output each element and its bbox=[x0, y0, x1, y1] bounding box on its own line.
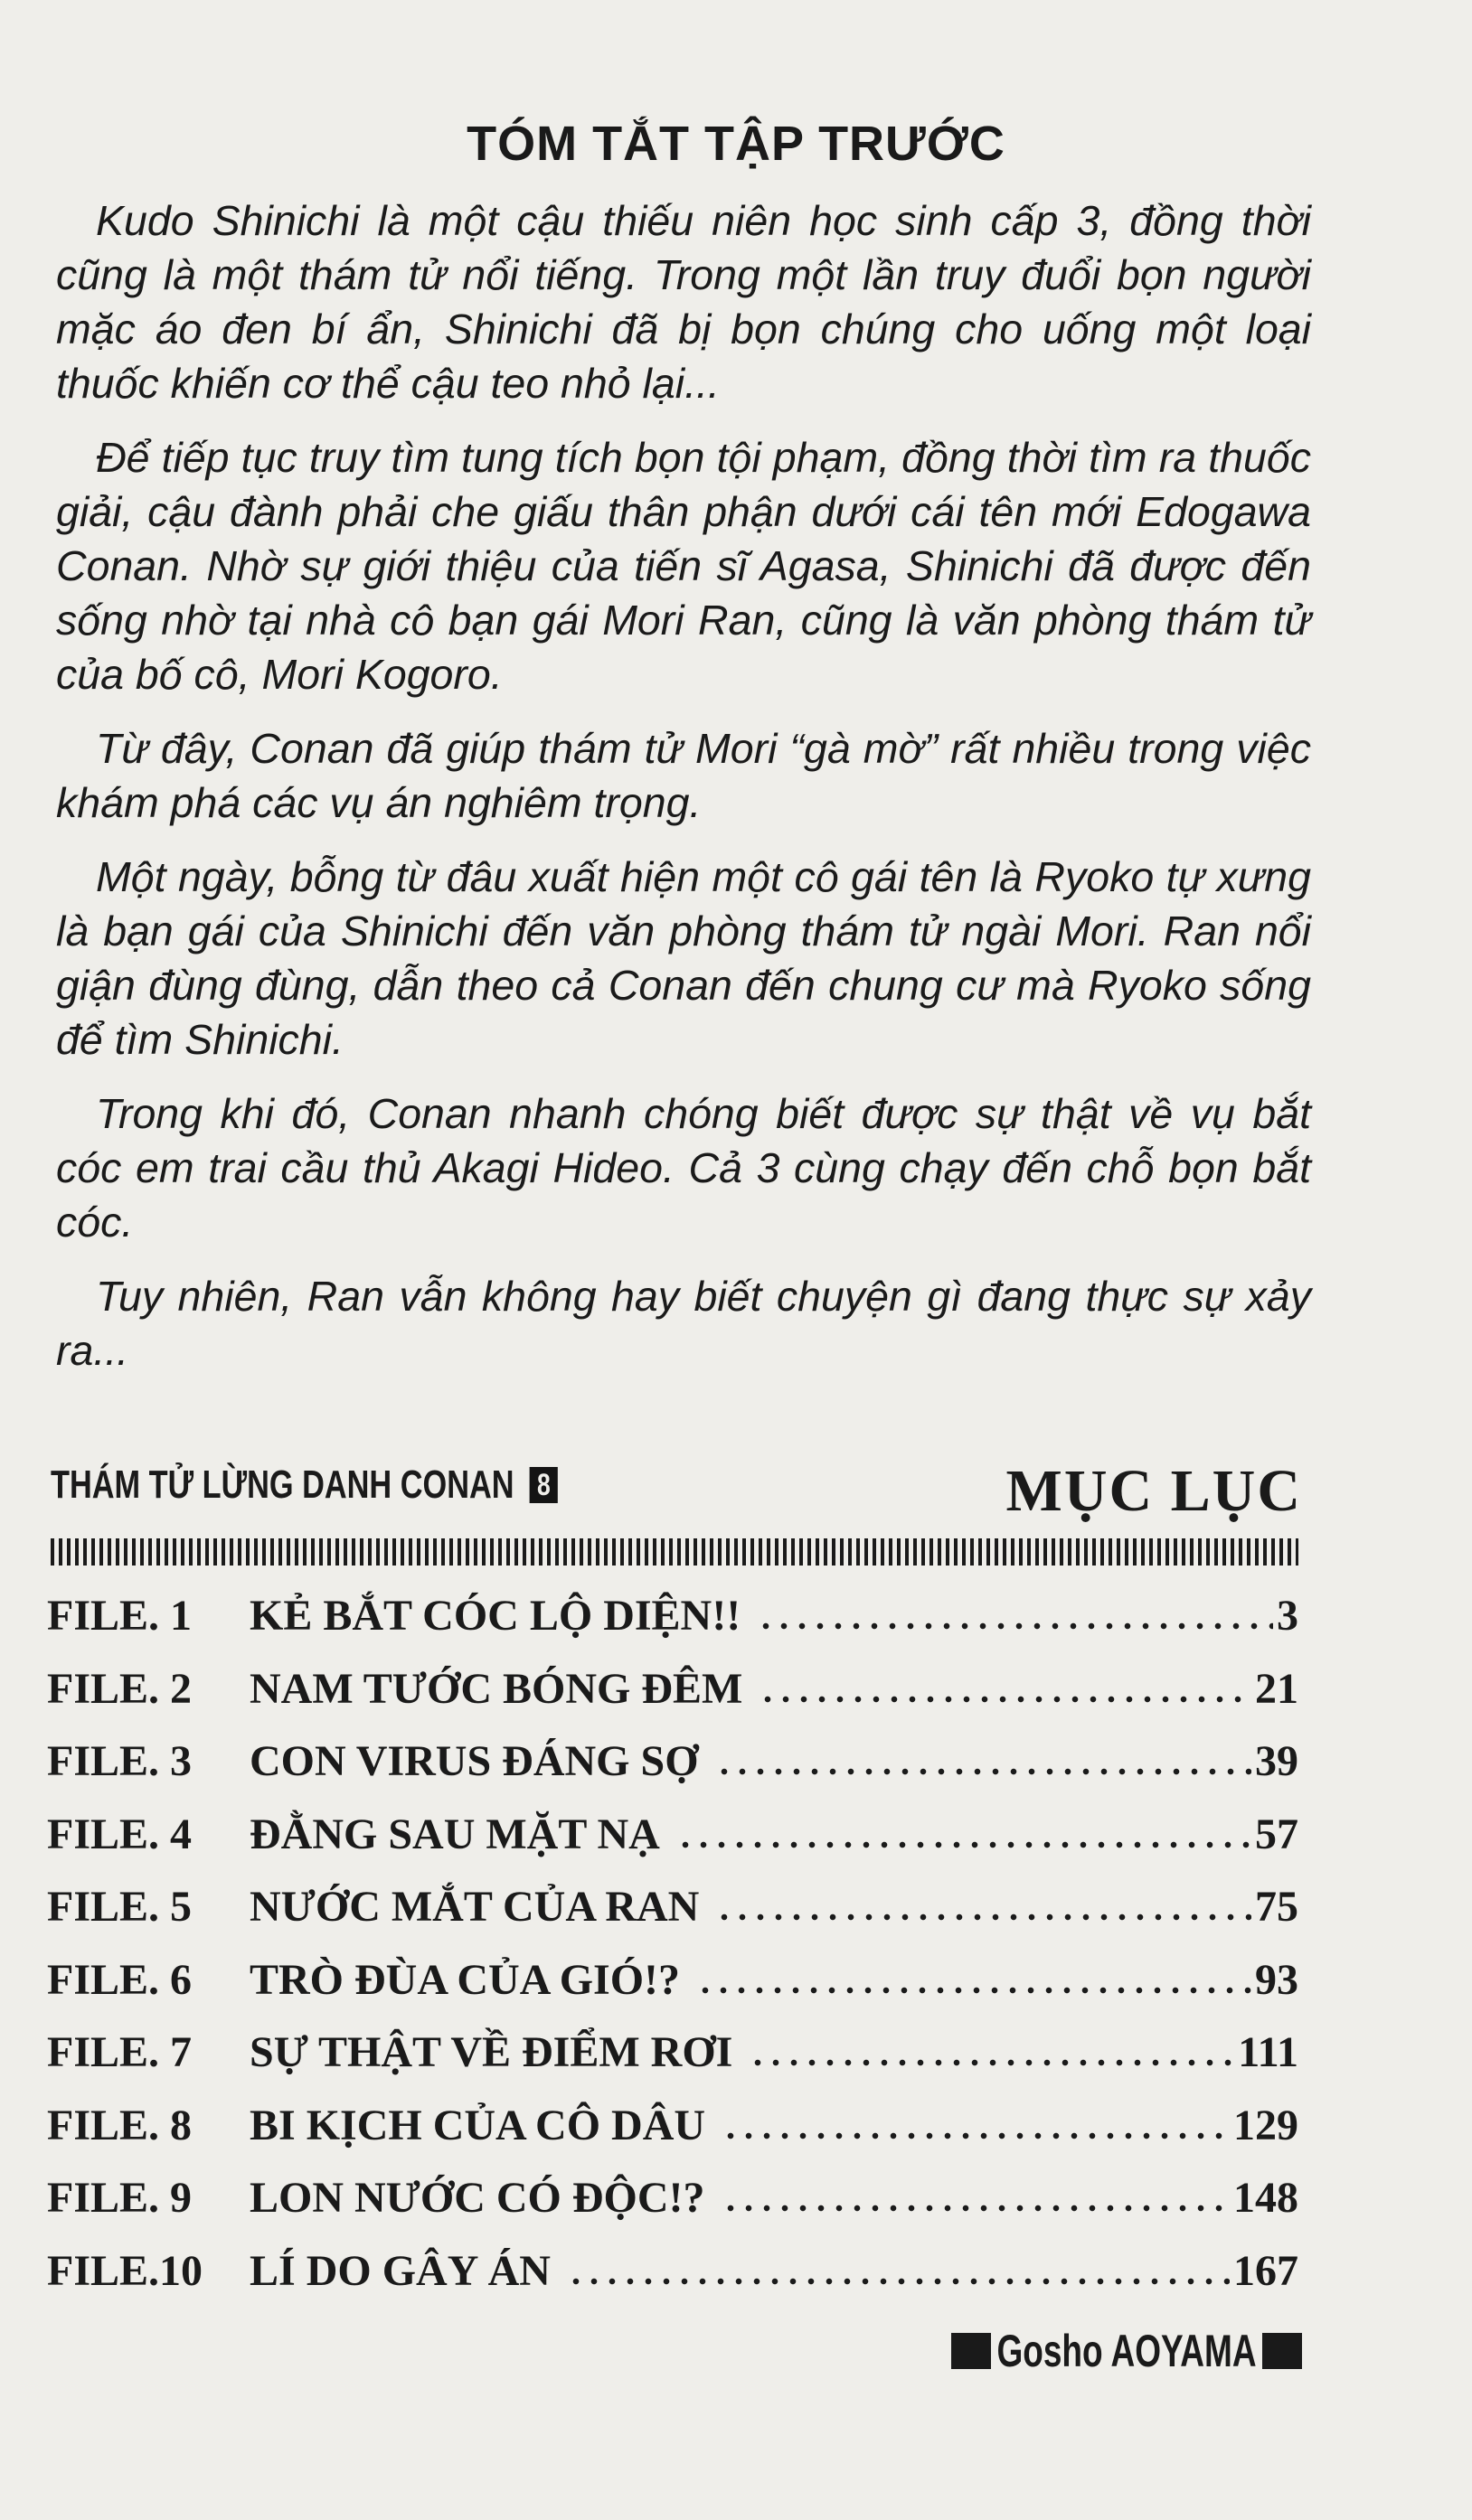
series-title bbox=[51, 1462, 558, 1508]
toc-page-number: 167 bbox=[1233, 2246, 1298, 2295]
dot-leader bbox=[722, 2204, 1230, 2213]
summary-title: TÓM TẮT TẬP TRƯỚC bbox=[467, 117, 1005, 171]
toc-chapter-title: KẺ BẮT CÓC LỘ DIỆN!! bbox=[250, 1592, 741, 1640]
author-left-block bbox=[951, 2333, 991, 2369]
volume-badge: 8 bbox=[530, 1467, 558, 1503]
summary-paragraph: Tuy nhiên, Ran vẫn không hay biết chuyện gì đang thực sự xảy ra... bbox=[56, 1273, 1311, 1374]
toc-file-number: FILE. 5 bbox=[47, 1883, 193, 1931]
dot-leader bbox=[757, 1622, 1273, 1631]
author-name: Gosho AOYAMA bbox=[996, 2326, 1257, 2376]
toc-chapter-title: LON NƯỚC CÓ ĐỘC!? bbox=[250, 2174, 705, 2222]
toc-page-number: 129 bbox=[1233, 2101, 1298, 2149]
toc-entry bbox=[47, 2162, 1298, 2235]
toc-entry bbox=[47, 1871, 1298, 1944]
toc-chapter-title: NAM TƯỚC BÓNG ĐÊM bbox=[250, 1664, 743, 1713]
toc-chapter-title: ĐẰNG SAU MẶT NẠ bbox=[250, 1810, 660, 1858]
toc-chapter-title: TRÒ ĐÙA CỦA GIÓ!? bbox=[250, 1955, 681, 2004]
table-of-contents bbox=[47, 1580, 1298, 2308]
dot-leader bbox=[749, 2058, 1234, 2067]
toc-entry bbox=[47, 1725, 1298, 1799]
summary-paragraph: Từ đây, Conan đã giúp thám tử Mori “gà mờ” rất nhiều trong việc khám phá các vụ án nghiêm trọng. bbox=[56, 725, 1311, 826]
toc-chapter-title: BI KỊCH CỦA CÔ DÂU bbox=[250, 2101, 706, 2149]
toc-chapter-title: SỰ THẬT VỀ ĐIỂM RƠI bbox=[250, 2028, 733, 2076]
summary-paragraph: Để tiếp tục truy tìm tung tích bọn tội phạm, đồng thời tìm ra thuốc giải, cậu đành phải che giấu thân phận dưới cái tên mới Edogawa Conan. Nhờ sự giới thiệu của tiến sĩ Agasa, Shinichi đã được đến sống nhờ tại nhà cô bạn gái Mori Ran, cũng là văn phòng thám tử của bố cô, Mori Kogoro. bbox=[56, 434, 1311, 698]
toc-heading: MỤC LỤC bbox=[1005, 1458, 1302, 1524]
toc-page-number: 111 bbox=[1238, 2028, 1298, 2076]
toc-chapter-title: LÍ DO GÂY ÁN bbox=[250, 2246, 551, 2295]
toc-page-number: 3 bbox=[1277, 1592, 1298, 1640]
summary-paragraph: Một ngày, bỗng từ đâu xuất hiện một cô gái tên là Ryoko tự xưng là bạn gái của Shinichi đến văn phòng thám tử ngài Mori. Ran nổi giận đùng đùng, dẫn theo cả Conan đến chung cư mà Ryoko sống để tìm Shinichi. bbox=[56, 853, 1311, 1063]
author-right-block bbox=[1262, 2333, 1302, 2369]
toc-page-number: 57 bbox=[1255, 1810, 1298, 1858]
toc-file-number: FILE. 1 bbox=[47, 1592, 193, 1640]
dot-leader bbox=[567, 2277, 1230, 2286]
toc-chapter-title: CON VIRUS ĐÁNG SỢ bbox=[250, 1737, 699, 1785]
toc-file-number: FILE. 4 bbox=[47, 1810, 193, 1858]
toc-entry bbox=[47, 2017, 1298, 2090]
barcode-divider bbox=[51, 1538, 1298, 1566]
summary-text bbox=[56, 193, 1311, 1397]
toc-file-number: FILE. 8 bbox=[47, 2101, 193, 2149]
author-credit bbox=[951, 2325, 1302, 2377]
toc-file-number: FILE. 7 bbox=[47, 2028, 193, 2076]
toc-file-number: FILE. 9 bbox=[47, 2174, 193, 2222]
toc-entry bbox=[47, 2090, 1298, 2163]
toc-entry bbox=[47, 1799, 1298, 1872]
toc-file-number: FILE.10 bbox=[47, 2246, 203, 2295]
dot-leader bbox=[676, 1840, 1251, 1849]
summary-paragraph: Trong khi đó, Conan nhanh chóng biết được sự thật về vụ bắt cóc em trai cầu thủ Akagi Hideo. Cả 3 cùng chạy đến chỗ bọn bắt cóc. bbox=[56, 1090, 1311, 1246]
toc-file-number: FILE. 6 bbox=[47, 1955, 193, 2004]
toc-page-number: 148 bbox=[1233, 2174, 1298, 2222]
toc-page-number: 75 bbox=[1255, 1883, 1298, 1931]
dot-leader bbox=[722, 2131, 1230, 2140]
toc-page-number: 39 bbox=[1255, 1737, 1298, 1785]
dot-leader bbox=[696, 1986, 1251, 1995]
toc-page-number: 21 bbox=[1255, 1664, 1298, 1713]
toc-file-number: FILE. 3 bbox=[47, 1737, 193, 1785]
toc-entry bbox=[47, 1580, 1298, 1653]
toc-file-number: FILE. 2 bbox=[47, 1664, 193, 1713]
toc-page-number: 93 bbox=[1255, 1955, 1298, 2004]
toc-entry bbox=[47, 2235, 1298, 2308]
toc-entry bbox=[47, 1944, 1298, 2017]
toc-entry bbox=[47, 1653, 1298, 1726]
series-title-text: THÁM TỬ LỪNG DANH CONAN bbox=[51, 1462, 514, 1507]
toc-chapter-title: NƯỚC MẮT CỦA RAN bbox=[250, 1883, 700, 1931]
dot-leader bbox=[715, 1767, 1251, 1776]
dot-leader bbox=[759, 1695, 1251, 1704]
dot-leader bbox=[715, 1913, 1251, 1922]
summary-paragraph: Kudo Shinichi là một cậu thiếu niên học sinh cấp 3, đồng thời cũng là một thám tử nổi tiếng. Trong một lần truy đuổi bọn người mặc áo đen bí ẩn, Shinichi đã bị bọn chúng cho uống một loại thuốc khiến cơ thể cậu teo nhỏ lại... bbox=[56, 197, 1311, 407]
